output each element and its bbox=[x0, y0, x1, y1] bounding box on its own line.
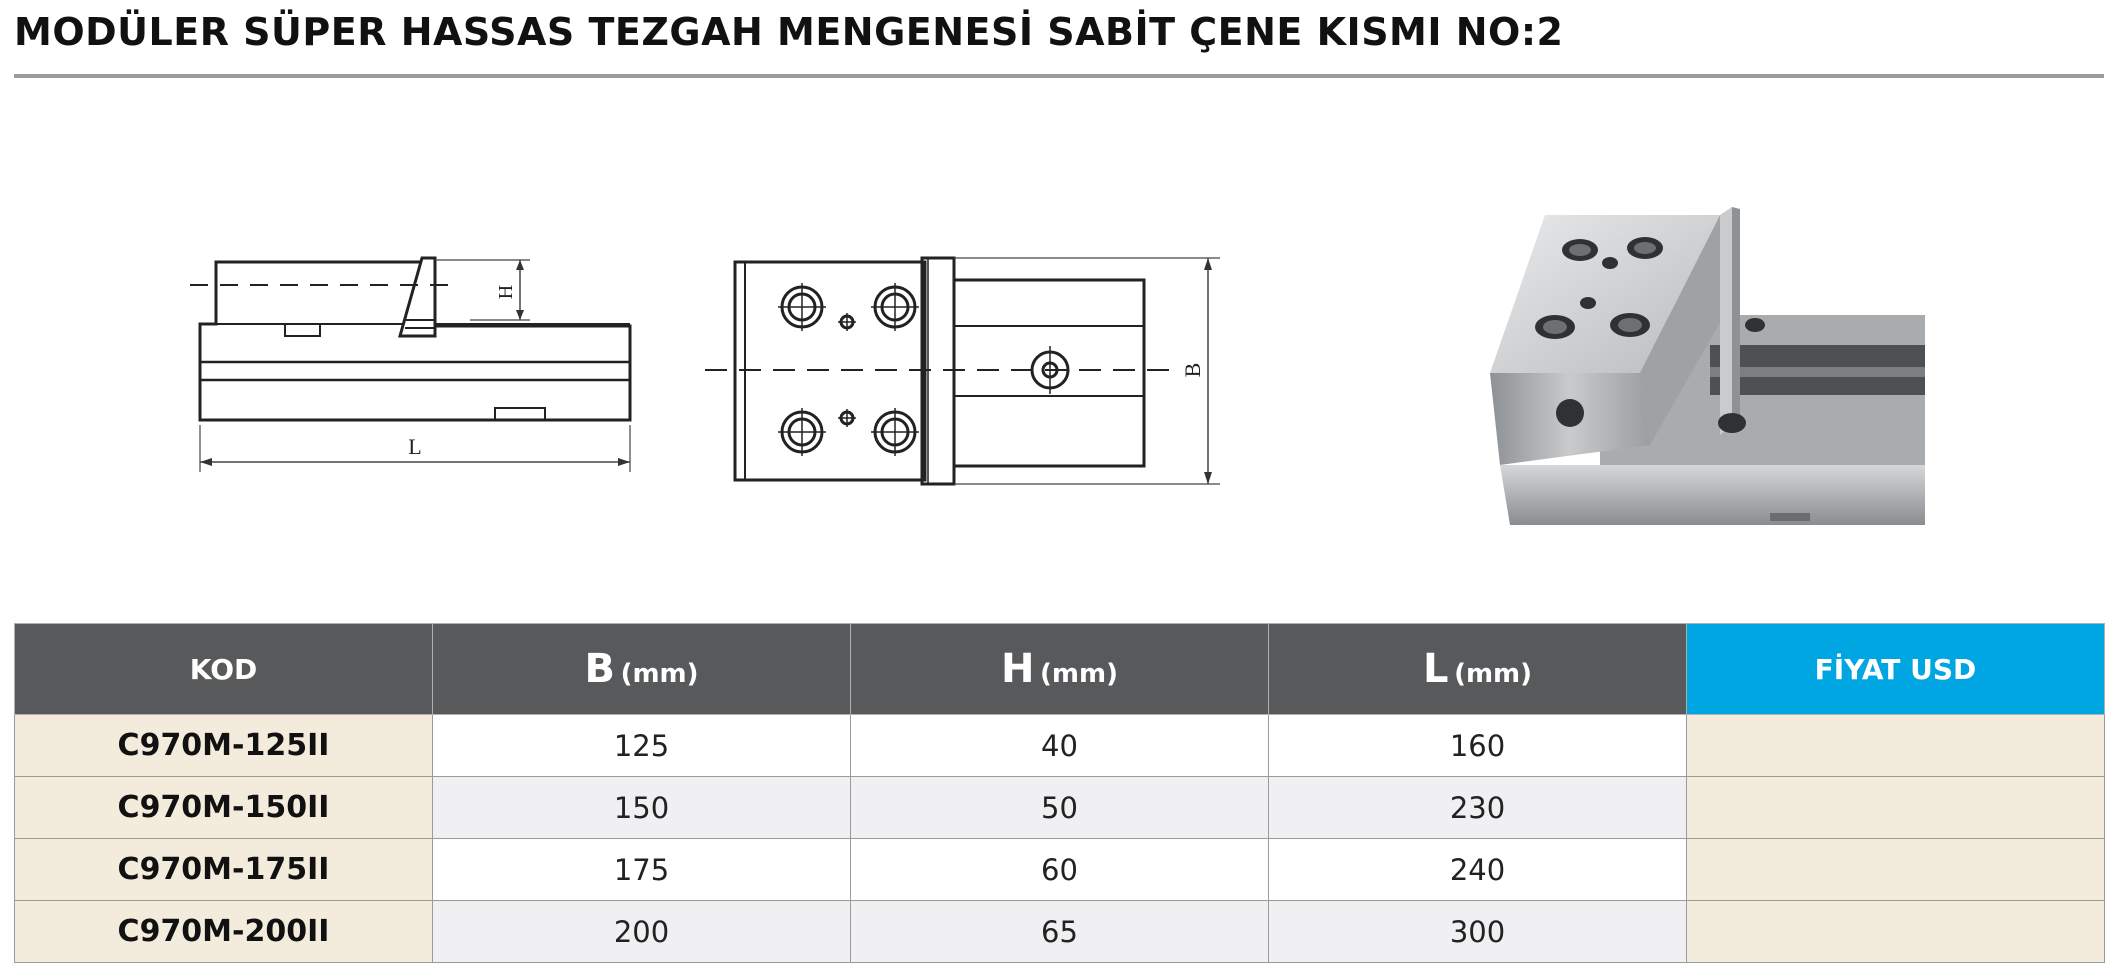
price-cell bbox=[1687, 901, 2105, 963]
header-b: B (mm) bbox=[433, 624, 851, 715]
code-cell: C970M-175II bbox=[15, 839, 433, 901]
b-cell: 150 bbox=[433, 777, 851, 839]
b-dimension-label: B bbox=[1180, 362, 1205, 378]
header-kod: KOD bbox=[15, 624, 433, 715]
header-h: H (mm) bbox=[851, 624, 1269, 715]
h-cell: 50 bbox=[851, 777, 1269, 839]
table-row bbox=[15, 901, 2105, 963]
l-cell: 160 bbox=[1269, 715, 1687, 777]
table-row bbox=[15, 715, 2105, 777]
side-view-drawing bbox=[190, 240, 640, 480]
table-row bbox=[15, 777, 2105, 839]
code-cell: C970M-125II bbox=[15, 715, 433, 777]
table-row bbox=[15, 839, 2105, 901]
price-cell bbox=[1687, 777, 2105, 839]
h-cell: 40 bbox=[851, 715, 1269, 777]
l-dimension-label: L bbox=[408, 434, 422, 459]
h-dimension-label: H bbox=[495, 284, 517, 300]
l-cell: 240 bbox=[1269, 839, 1687, 901]
spec-table bbox=[14, 623, 2105, 963]
product-photo bbox=[1470, 195, 1940, 545]
rail-outline bbox=[954, 280, 1144, 466]
l-cell: 300 bbox=[1269, 901, 1687, 963]
b-cell: 125 bbox=[433, 715, 851, 777]
price-cell bbox=[1687, 715, 2105, 777]
table-header-row bbox=[15, 624, 2105, 715]
code-cell: C970M-150II bbox=[15, 777, 433, 839]
header-l: L (mm) bbox=[1269, 624, 1687, 715]
h-cell: 65 bbox=[851, 901, 1269, 963]
b-cell: 175 bbox=[433, 839, 851, 901]
top-view-drawing bbox=[700, 240, 1220, 500]
code-cell: C970M-200II bbox=[15, 901, 433, 963]
page-title: MODÜLER SÜPER HASSAS TEZGAH MENGENESİ SABİT ÇENE KISMI NO:2 bbox=[14, 10, 1564, 54]
l-cell: 230 bbox=[1269, 777, 1687, 839]
b-cell: 200 bbox=[433, 901, 851, 963]
title-divider bbox=[14, 74, 2104, 78]
header-price: FİYAT USD bbox=[1687, 624, 2105, 715]
h-cell: 60 bbox=[851, 839, 1269, 901]
price-cell bbox=[1687, 839, 2105, 901]
